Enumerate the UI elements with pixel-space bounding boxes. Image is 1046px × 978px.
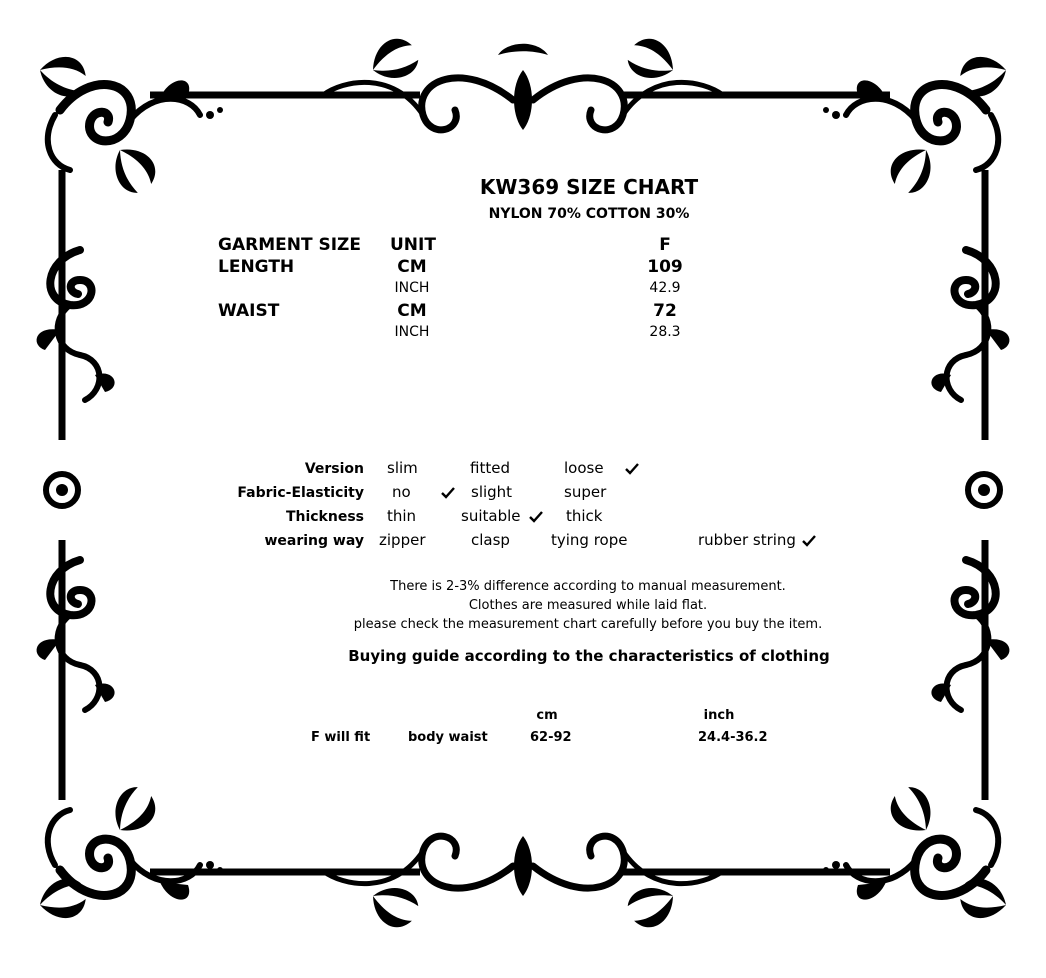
- note-measurement-difference: There is 2-3% difference according to manual measurement.: [390, 579, 786, 594]
- attr-label-fabric-elasticity: Fabric-Elasticity: [237, 485, 364, 501]
- col-header-unit: UNIT: [390, 235, 436, 255]
- attr-option-rubber-string: rubber string: [698, 531, 796, 549]
- attr-option-slim: slim: [387, 459, 418, 477]
- material-composition: NYLON 70% COTTON 30%: [488, 206, 690, 222]
- guide-measure-label: body waist: [408, 730, 488, 745]
- waist-unit-inch: INCH: [394, 324, 430, 340]
- attr-option-super: super: [564, 483, 607, 501]
- buying-guide-heading: Buying guide according to the characteristics of clothing: [348, 647, 830, 665]
- attr-option-no: no: [392, 483, 411, 501]
- attr-label-wearing-way: wearing way: [264, 533, 364, 549]
- waist-value-cm: 72: [653, 301, 677, 321]
- row-label-length: LENGTH: [218, 257, 295, 277]
- attr-option-thick: thick: [566, 507, 603, 525]
- attr-option-clasp: clasp: [471, 531, 510, 549]
- attr-option-slight: slight: [471, 483, 513, 501]
- guide-value-cm: 62-92: [530, 730, 572, 745]
- attr-option-fitted: fitted: [470, 459, 510, 477]
- note-laid-flat: Clothes are measured while laid flat.: [468, 598, 708, 613]
- check-icon: [625, 463, 639, 475]
- col-header-garment-size: GARMENT SIZE: [218, 235, 361, 255]
- guide-col-cm: cm: [536, 708, 558, 723]
- col-header-size-f: F: [659, 235, 671, 255]
- waist-value-inch: 28.3: [649, 324, 681, 340]
- guide-fit-label: F will fit: [311, 730, 371, 745]
- attr-label-thickness: Thickness: [285, 509, 364, 525]
- guide-col-inch: inch: [703, 708, 735, 723]
- chart-title: KW369 SIZE CHART: [479, 175, 699, 199]
- length-value-inch: 42.9: [649, 280, 681, 296]
- check-icon: [441, 487, 455, 499]
- row-label-waist: WAIST: [218, 301, 280, 321]
- waist-unit-cm: CM: [397, 301, 427, 321]
- length-value-cm: 109: [647, 257, 683, 277]
- length-unit-inch: INCH: [394, 280, 430, 296]
- attr-option-tying-rope: tying rope: [551, 531, 628, 549]
- attr-label-version: Version: [304, 461, 364, 477]
- note-check-chart: please check the measurement chart carefully before you buy the item.: [353, 617, 823, 632]
- check-icon: [802, 535, 816, 547]
- attr-option-suitable: suitable: [461, 507, 521, 525]
- attr-option-zipper: zipper: [379, 531, 426, 549]
- attr-option-thin: thin: [387, 507, 417, 525]
- guide-value-inch: 24.4-36.2: [698, 730, 768, 745]
- attr-option-loose: loose: [564, 459, 604, 477]
- length-unit-cm: CM: [397, 257, 427, 277]
- check-icon: [529, 511, 543, 523]
